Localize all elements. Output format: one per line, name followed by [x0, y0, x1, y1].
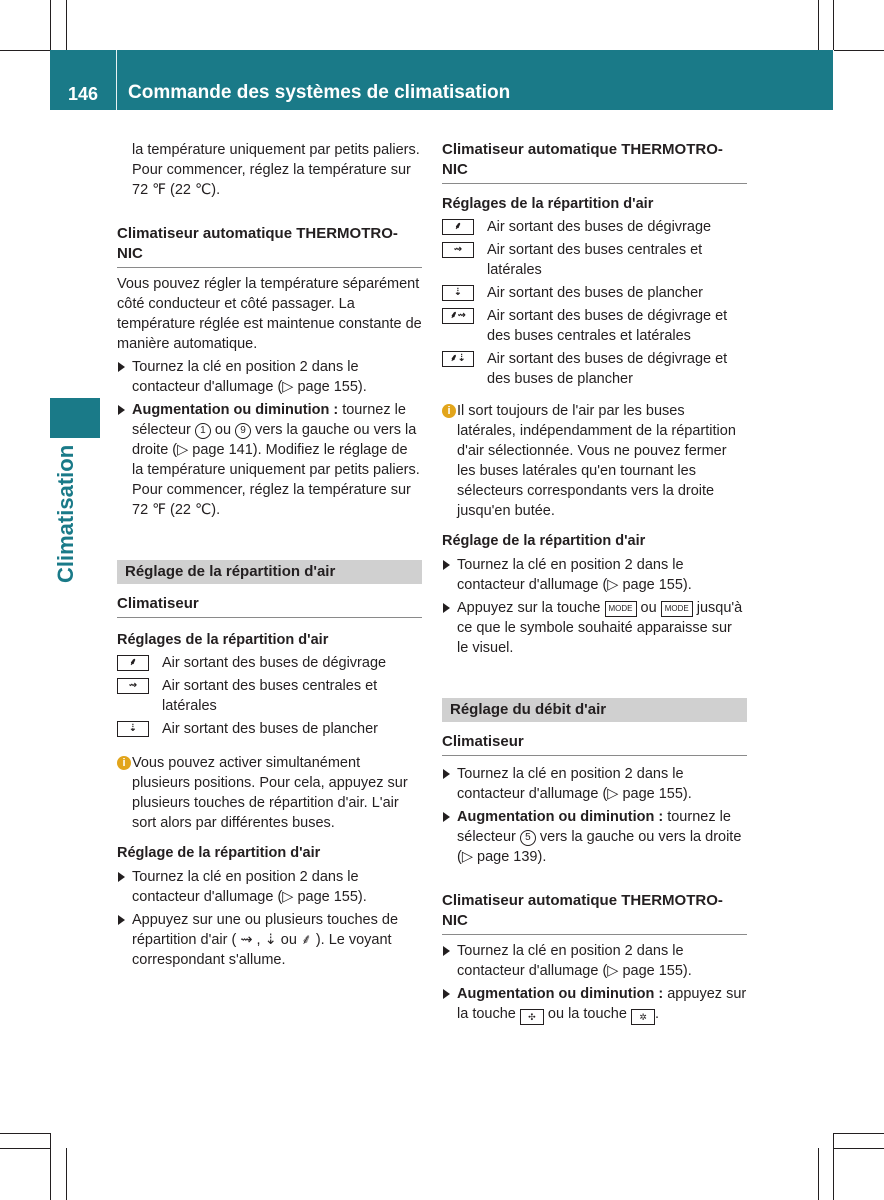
crop-mark — [834, 1148, 884, 1149]
step-item: Appuyez sur une ou plusieurs touches de répartition d'air ( ⇝ , ⇣ ou ⸙ ). Le voyant correspondant s'allume. — [117, 910, 422, 970]
crop-mark — [833, 0, 834, 50]
step-item — [117, 400, 422, 520]
info-note — [117, 753, 422, 833]
defrost-icon: ⸙ — [117, 655, 149, 671]
crop-mark — [0, 1148, 50, 1149]
reglage-heading: Réglage de la répartition d'air — [442, 533, 646, 549]
center-vents-icon: ⇝ — [117, 678, 149, 694]
crop-mark — [50, 0, 51, 50]
crop-mark — [50, 1133, 51, 1200]
setting-text: Air sortant des buses de dégivrage — [487, 219, 712, 235]
setting-text: Air sortant des buses de dégivrage — [162, 655, 387, 671]
step-text: tournez le sélecteur — [132, 402, 406, 438]
thermotronic-heading: Climatiseur automatique THERMOTRO-NIC — [442, 140, 747, 184]
reglage-heading: Réglage de la répartition d'air — [117, 845, 321, 861]
crop-mark — [818, 0, 819, 50]
fan-increase-icon: ✲ — [631, 1009, 655, 1025]
step-text: . — [654, 1006, 659, 1022]
crop-mark — [0, 50, 50, 51]
step-bold: Augmentation ou diminution : — [132, 402, 339, 418]
section-band: Réglage du débit d'air — [442, 698, 747, 722]
intro-text: la température uniquement par petits paliers. Pour commencer, réglez la température sur 72 ℉ (22 ℃). — [132, 142, 420, 198]
step-text: ou — [210, 422, 236, 438]
crop-mark — [66, 0, 67, 50]
defrost-center-icon: ⸙⇝ — [442, 308, 474, 324]
setting-row — [117, 719, 422, 739]
footwell-icon: ⇣ — [117, 721, 149, 737]
step-text: ou la touche — [543, 1006, 631, 1022]
defrost-icon: ⸙ — [442, 219, 474, 235]
step-item: Tournez la clé en position 2 dans le contacteur d'allumage (▷ page 155). — [117, 357, 422, 397]
step-bold: Augmentation ou diminution : — [457, 809, 664, 825]
crop-mark — [0, 1133, 50, 1134]
setting-row — [117, 676, 422, 716]
step-text: vers la gauche ou vers la droite (▷ page 141). Modifiez le réglage de la température uniquement par petits paliers. Pour commencer, réglez la température sur 72 ℉ (22 ℃). — [132, 422, 420, 518]
fan-decrease-icon: ✣ — [520, 1009, 544, 1025]
info-icon: i — [117, 756, 131, 770]
selector-1-icon: 1 — [195, 423, 211, 439]
step-text: jusqu'à ce que le symbole souhaité apparaisse sur le visuel. — [457, 600, 743, 656]
header-divider — [116, 50, 117, 110]
setting-row — [442, 240, 747, 280]
sub-heading: Climatiseur — [442, 732, 747, 756]
setting-text: Air sortant des buses de dégivrage et des buses centrales et latérales — [487, 308, 728, 344]
sub-heading: Climatiseur — [117, 594, 422, 618]
step-text: appuyez sur la touche — [457, 986, 747, 1022]
selector-9-icon: 9 — [235, 423, 251, 439]
settings-heading: Réglages de la répartition d'air — [117, 632, 329, 648]
info-icon: i — [442, 404, 456, 418]
mode-up-icon: MODE — [605, 601, 637, 617]
step-item — [442, 598, 747, 658]
selector-5-icon: 5 — [520, 830, 536, 846]
footwell-icon: ⇣ — [442, 285, 474, 301]
crop-mark — [66, 1148, 67, 1200]
setting-row — [442, 349, 747, 389]
crop-mark — [834, 1133, 884, 1134]
crop-mark — [833, 1133, 834, 1200]
defrost-footwell-icon: ⸙⇣ — [442, 351, 474, 367]
right-column — [442, 140, 747, 1025]
crop-mark — [834, 50, 884, 51]
step-text: vers la gauche ou vers la droite (▷ page 139). — [457, 829, 742, 865]
settings-heading: Réglages de la répartition d'air — [442, 196, 654, 212]
setting-row — [442, 217, 747, 237]
step-text: Appuyez sur la touche — [457, 600, 605, 616]
step-item: Tournez la clé en position 2 dans le contacteur d'allumage (▷ page 155). — [442, 555, 747, 595]
center-vents-icon: ⇝ — [442, 242, 474, 258]
step-item: Tournez la clé en position 2 dans le contacteur d'allumage (▷ page 155). — [442, 764, 747, 804]
step-item — [442, 984, 747, 1025]
thermotronic-heading: Climatiseur automatique THERMOTRO-NIC — [442, 891, 747, 935]
page-title: Commande des systèmes de climatisation — [128, 82, 511, 103]
setting-text: Air sortant des buses centrales et latérales — [487, 242, 703, 278]
info-text: Il sort toujours de l'air par les buses latérales, indépendamment de la répartition d'air sélectionnée. Vous ne pouvez fermer les buses latérales qu'en tournant les sélecteurs correspondants vers la droite jusqu'en butée. — [457, 403, 736, 519]
info-note — [442, 401, 747, 521]
step-text: tournez le sélecteur — [457, 809, 731, 845]
setting-text: Air sortant des buses de plancher — [162, 721, 379, 737]
side-tab-label: Climatisation — [53, 444, 78, 583]
mode-down-icon: MODE — [661, 601, 693, 617]
crop-mark — [818, 1148, 819, 1200]
setting-row — [117, 653, 422, 673]
left-column — [117, 140, 422, 970]
step-item — [442, 807, 747, 867]
step-bold: Augmentation ou diminution : — [457, 986, 664, 1002]
page-number: 146 — [68, 84, 99, 104]
setting-text: Air sortant des buses centrales et latérales — [162, 678, 378, 714]
step-text: ou — [636, 600, 661, 616]
thermotronic-text: Vous pouvez régler la température séparément côté conducteur et côté passager. La température réglée est maintenue constante de manière automatique. — [117, 276, 422, 352]
setting-text: Air sortant des buses de plancher — [487, 285, 704, 301]
section-band: Réglage de la répartition d'air — [117, 560, 422, 584]
setting-row — [442, 283, 747, 303]
setting-row — [442, 306, 747, 346]
step-item: Tournez la clé en position 2 dans le contacteur d'allumage (▷ page 155). — [442, 941, 747, 981]
info-text: Vous pouvez activer simultanément plusieurs positions. Pour cela, appuyez sur plusieurs touches de répartition d'air. L'air sort alors par différentes buses. — [132, 755, 408, 831]
thermotronic-heading: Climatiseur automatique THERMOTRO-NIC — [117, 224, 422, 268]
setting-text: Air sortant des buses de dégivrage et des buses de plancher — [487, 351, 728, 387]
step-item: Tournez la clé en position 2 dans le contacteur d'allumage (▷ page 155). — [117, 867, 422, 907]
